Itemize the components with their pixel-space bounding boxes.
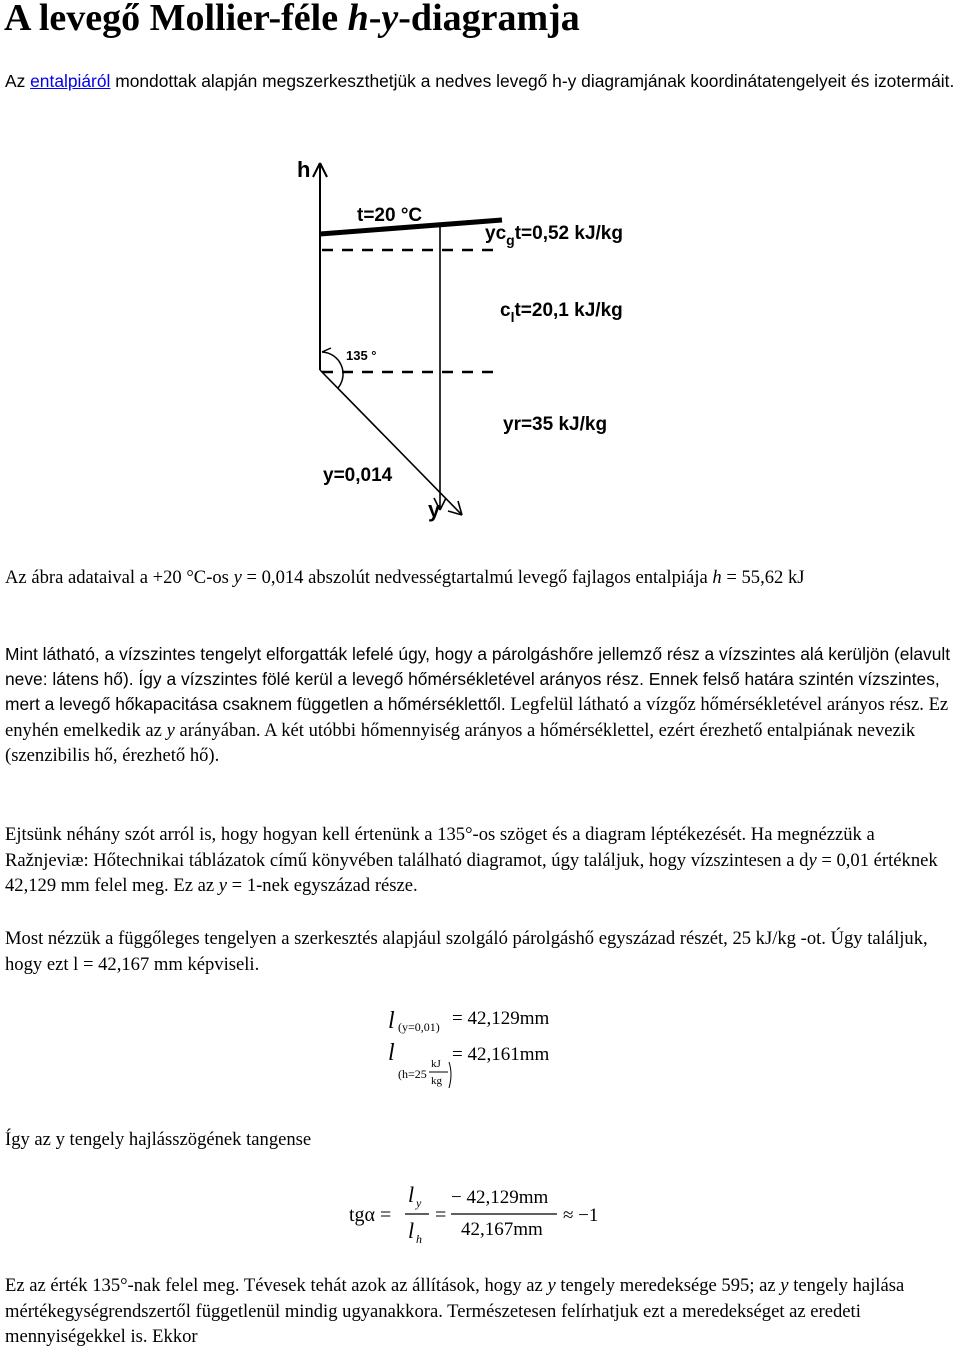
formula2-l-symbol: l xyxy=(388,1040,395,1066)
h-axis-arrow-right xyxy=(320,163,327,177)
y-axis-label: y xyxy=(428,497,441,522)
p1-var-y: y xyxy=(233,567,242,588)
p2-text-d: arányában. A két utóbbi hőmennyiség arányos a hőmérséklettel, ezért érezhető entalpiának nevezik (szenzibilis hő, érezhető hő). xyxy=(5,719,916,766)
air-enthalpy-suffix: t=20,1 kJ/kg xyxy=(514,300,623,321)
formula2-subscript-h: (h=25 xyxy=(398,1067,427,1081)
tangent-ly-symbol: l xyxy=(408,1182,415,1207)
title-text-end: -diagramja xyxy=(398,0,580,39)
vapor-enthalpy-sub: g xyxy=(506,232,515,248)
p2-text-b: Legfelül látható a vízgőz hőmérsékletével arányos rész. Ez enyhén emelkedik az xyxy=(5,694,949,741)
formula1-value-y: = 42,129mm xyxy=(452,1008,550,1029)
air-enthalpy-label xyxy=(500,300,623,325)
angle-arc-arrow xyxy=(322,348,331,352)
formula2-value-h: = 42,161mm xyxy=(452,1044,550,1065)
conclusion-paragraph xyxy=(5,1273,955,1350)
p3-var-y: y xyxy=(808,849,817,871)
y-value-label: y=0,014 xyxy=(323,465,393,486)
p1-text-c: = 0,014 abszolút nedvességtartalmú levegő fajlagos entalpiája xyxy=(241,567,713,588)
enthalpy-link[interactable]: entalpiáról xyxy=(30,71,111,91)
formula2-unit-numerator: kJ xyxy=(431,1058,441,1070)
p6-var-y: y xyxy=(547,1275,556,1296)
enthalpy-result-paragraph xyxy=(5,565,955,591)
intro-text: Az xyxy=(5,71,31,91)
p6-text-e: tengely hajlása mértékegységrendszertől függetlenül mindig ugyanakkora. Természetesen felírhatjuk ezt a meredekséget az eredeti mennyiségekkel is. Ekkor xyxy=(5,1275,905,1347)
formula1-l-symbol: l xyxy=(388,1008,395,1034)
p3-var-y2: y xyxy=(218,875,228,896)
formula2-unit-denominator: kg xyxy=(431,1075,442,1087)
tangent-equals: = xyxy=(435,1204,447,1226)
p1-text-e: = 55,62 kJ xyxy=(721,567,805,588)
tangent-lh-subscript: h xyxy=(416,1232,422,1246)
intro-text-rest: mondottak alapján megszerkeszthetjük a nedves levegő h-y diagramjának koordinátatengelyeit és izotermáit. xyxy=(110,71,955,91)
p6-text-c: tengely meredeksége 595; az xyxy=(555,1275,781,1296)
title-y: y xyxy=(381,0,399,39)
tangent-intro-paragraph: Így az y tengely hajlásszögének tangense xyxy=(5,1129,312,1150)
temperature-label: t=20 °C xyxy=(357,205,423,226)
scale-paragraph xyxy=(5,822,955,899)
p6-var-y2: y xyxy=(780,1275,789,1296)
p3-text-e: = 1-nek egyszázad része. xyxy=(227,875,418,896)
tangent-denominator: 42,167mm xyxy=(461,1219,543,1240)
latent-heat-label: yr=35 kJ/kg xyxy=(503,414,608,435)
tangent-formula xyxy=(345,1175,625,1255)
p1-var-h: h xyxy=(712,567,722,588)
title-text-start: A levegő Mollier-féle xyxy=(4,0,348,39)
tangent-numerator: − 42,129mm xyxy=(451,1187,549,1208)
h-axis-label: h xyxy=(297,157,311,182)
title-dash: - xyxy=(368,0,382,39)
air-enthalpy-prefix: c xyxy=(500,300,511,321)
tangent-lh-symbol: l xyxy=(408,1218,415,1243)
tangent-label: tgα = xyxy=(349,1204,392,1226)
axis-rotation-paragraph xyxy=(5,642,955,769)
formula1-subscript-y: (y=0,01) xyxy=(398,1020,440,1034)
title-h: h xyxy=(347,0,369,39)
vapor-enthalpy-suffix: t=0,52 kJ/kg xyxy=(514,223,623,244)
p3-text-c: = 0,01 értéknek 42,129 mm felel meg. Ez az xyxy=(5,849,938,896)
length-formulas xyxy=(380,998,580,1098)
air-enthalpy-sub: l xyxy=(510,309,515,325)
p2-var-y: y xyxy=(166,719,175,741)
p1-text-a: Az ábra adataival a +20 °C-os xyxy=(5,567,234,588)
p6-text-a: Ez az érték 135°-nak felel meg. Tévesek tehát azok az állítások, hogy az xyxy=(5,1275,548,1296)
vertical-guide-arrow-right xyxy=(440,498,446,510)
tangent-ly-subscript: y xyxy=(416,1196,422,1210)
h-axis-arrow-left xyxy=(313,163,320,177)
tangent-approx-result: ≈ −1 xyxy=(563,1205,599,1226)
angle-label: 135 ° xyxy=(346,348,377,363)
vertical-axis-paragraph: Most nézzük a függőleges tengelyen a szerkesztés alapjául szolgáló párolgáshő egyszázad részét, 25 kJ/kg -ot. Úgy találjuk, hogy ezt l = 42,167 mm képviseli. xyxy=(5,928,928,975)
p2-text-a: Mint látható, a vízszintes tengelyt elforgatták lefelé úgy, hogy a párolgáshőre jellemző rész a vízszintes alá kerüljön (elavult neve: látens hő). Így a vízszintes fölé kerül a levegő hőmérsékletével arányos rész. Ennek felső határa szintén vízszintes, mert a levegő hőkapacitása csaknem független a hőmérséklettől. xyxy=(5,644,951,714)
formula2-subscript-paren xyxy=(449,1062,451,1088)
vapor-enthalpy-label xyxy=(485,223,623,248)
vapor-enthalpy-prefix: yc xyxy=(485,223,507,244)
p3-text-a: Ejtsünk néhány szót arról is, hogy hogyan kell értenünk a 135°-os szöget és a diagram léptékezését. Ha megnézzük a Ražnjeviæ: Hőtechnikai táblázatok című könyvében található diagramot, úgy találjuk, hogy vízszintesen a d xyxy=(5,824,875,871)
